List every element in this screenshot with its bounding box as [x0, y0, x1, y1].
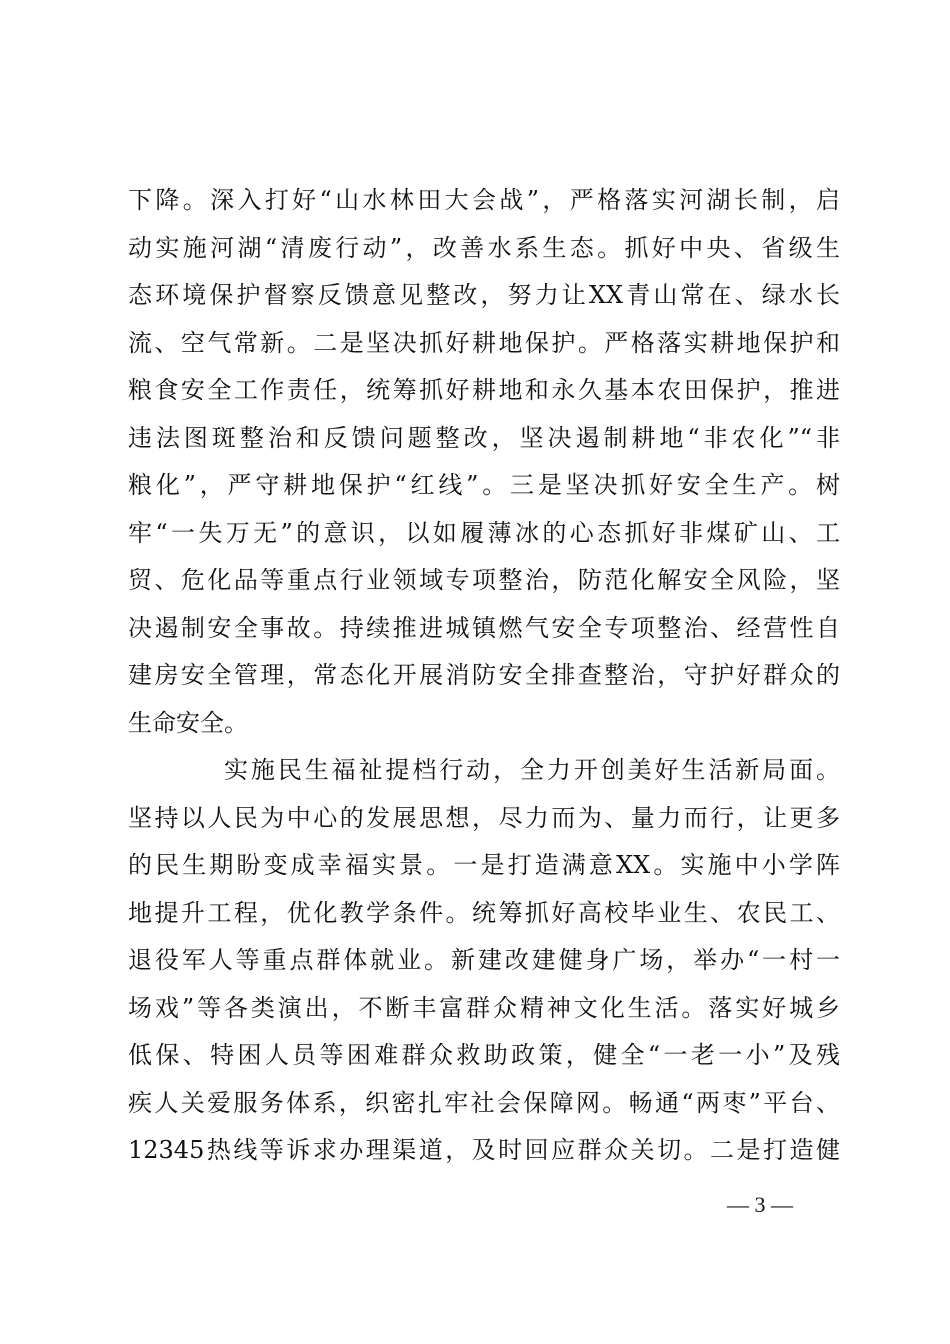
text-line: 生命安全。 [128, 708, 248, 737]
page-number: — 3 — [727, 1192, 793, 1217]
text-line: 疾人关爱服务体系，织密扎牢社会保障网。畅通“两枣”平台、 [128, 1088, 840, 1117]
text-line: 动实施河湖“清废行动”，改善水系生态。抓好中央、省级生 [128, 233, 840, 262]
text-line: 流、空气常新。二是坚决抓好耕地保护。严格落实耕地保护和 [128, 328, 840, 357]
text-line: 牢“一失万无”的意识，以如履薄冰的心态抓好非煤矿山、工 [128, 518, 840, 547]
text-line: 场戏”等各类演出，不断丰富群众精神文化生活。落实好城乡 [128, 993, 840, 1022]
text-line: 决遏制安全事故。持续推进城镇燃气安全专项整治、经营性自 [128, 613, 840, 642]
body-text [128, 177, 840, 1175]
paragraph-heading: 实施民生福祉提档行动，全力开创美好生活新局面。 [224, 756, 840, 784]
text-line: 下降。深入打好“山水林田大会战”，严格落实河湖长制，启 [128, 186, 840, 214]
text-line: 12345热线等诉求办理渠道，及时回应群众关切。二是打造健 [128, 1136, 840, 1164]
text-line: 态环境保护督察反馈意见整改，努力让XX青山常在、绿水长 [128, 281, 840, 309]
text-line: 贸、危化品等重点行业领域专项整治，防范化解安全风险，坚 [128, 566, 840, 594]
text-line: 的民生期盼变成幸福实景。一是打造满意XX。实施中小学阵 [128, 851, 840, 879]
text-line: 地提升工程，优化教学条件。统筹抓好高校毕业生、农民工、 [128, 898, 840, 927]
text-line: 违法图斑整治和反馈问题整改，坚决遏制耕地“非农化”“非 [128, 423, 840, 452]
text-line: 建房安全管理，常态化开展消防安全排查整治，守护好群众的 [128, 661, 840, 689]
text-line: 低保、特困人员等困难群众救助政策，健全“一老一小”及残 [128, 1041, 840, 1069]
text-line: 粮化”，严守耕地保护“红线”。三是坚决抓好安全生产。树 [128, 471, 840, 499]
text-line: 坚持以人民为中心的发展思想，尽力而为、量力而行，让更多 [128, 803, 840, 832]
text-line: 退役军人等重点群体就业。新建改建健身广场，举办“一村一 [128, 946, 840, 974]
text-line: 粮食安全工作责任，统筹抓好耕地和永久基本农田保护，推进 [128, 376, 840, 404]
